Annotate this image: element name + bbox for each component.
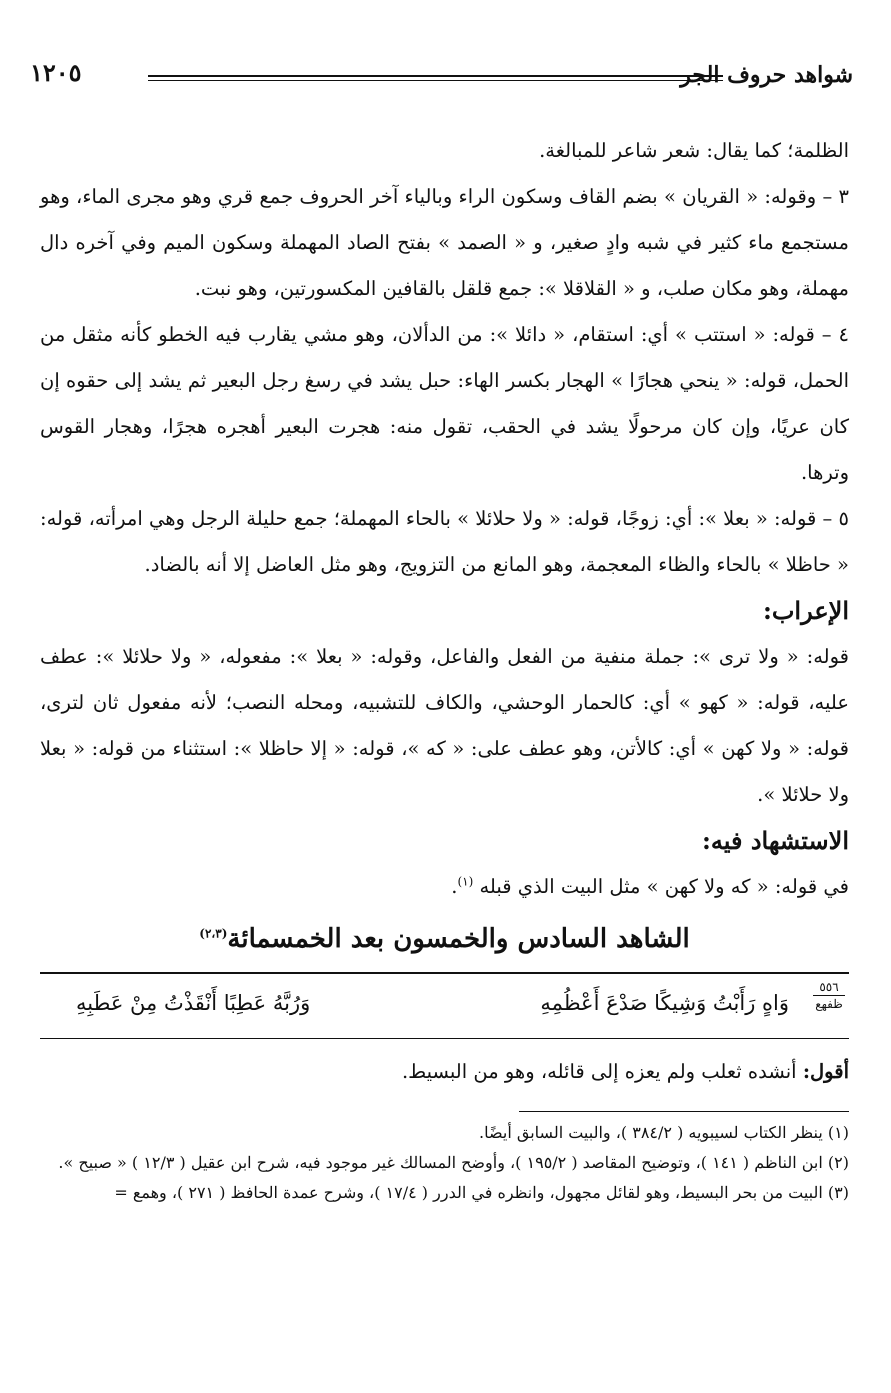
header-rule [148, 75, 723, 81]
verse-number [809, 980, 849, 1011]
header-title: شواهد حروف الجر [680, 62, 853, 88]
irab-text: قوله: « ولا ترى »: جملة منفية من الفعل والفاعل، وقوله: « بعلا »: مفعوله، « ولا حلائلا »: عطف عليه، قوله: « كهو » أي: كالحمار الوحشي، والكاف للتشبيه، ومحله النصب؛ لأنه مفعول ثان لترى، قوله: « ولا كهن » أي: كالأتن، وهو عطف على: « كه »، قوله: « إلا حاظلا »: استثناء من قوله: « بعلا ولا حلائلا ». [40, 645, 849, 806]
aqul-text: أنشده ثعلب ولم يعزه إلى قائله، وهو من البسيط. [401, 1060, 803, 1083]
footnote-ref-1: (١) [457, 874, 474, 889]
page-number: ١٢٠٥ [30, 58, 82, 87]
verse-number-rule [813, 995, 845, 996]
paragraph-1: الظلمة؛ كما يقال: شعر شاعر للمبالغة. [539, 139, 849, 162]
istishhad-end: . [451, 875, 458, 898]
footnote-ref-2-3: (٢،٣) [199, 926, 228, 941]
footnote-1: (١) ينظر الكتاب لسيبويه ( ٣٨٤/٢ )، والبيت السابق أيضًا. [479, 1123, 849, 1142]
main-text [40, 128, 849, 1208]
istishhad-heading: الاستشهاد فيه: [702, 826, 849, 855]
paragraph-2: ٣ – وقوله: « القريان » بضم القاف وسكون الراء وبالياء آخر الحروف جمع قري وهو مجرى الماء، وهو مستجمع ماء كثير في شبه وادٍ صغير، و « الصمد » بفتح الصاد المهملة وسكون الميم وفي آخره دال مهملة، وهو مكان صلب، و « القلاقلا »: جمع قلقل بالقافين المكسورتين، وهو نبت. [40, 185, 849, 300]
footnotes [40, 1118, 849, 1208]
istishhad-text: في قوله: « كه ولا كهن » مثل البيت الذي قبله [479, 875, 849, 898]
verse-hemistich-1: وَاهٍ رَأَبْتُ وَشِيكًا صَدْعَ أَعْظُمِهِ [540, 991, 789, 1015]
verse-meter-label: ظفهع [815, 997, 843, 1011]
section-title-text: الشاهد السادس والخمسون بعد الخمسمائة [227, 924, 690, 954]
verse-box [40, 972, 849, 1039]
verse-number-value: ٥٥٦ [819, 980, 839, 994]
running-header [30, 58, 853, 98]
aqul-paragraph [40, 1049, 849, 1095]
irab-heading: الإعراب: [762, 596, 849, 625]
verse-hemistich-2: وَرُبَّهُ عَطِبًا أَنْقَذْتُ مِنْ عَطَبِهِ [76, 991, 311, 1015]
paragraph-3: ٤ – قوله: « استتب » أي: استقام، « دائلا »: من الدألان، وهو مشي يقارب فيه الخطو كأنه مثقل من الحمل، قوله: « ينحي هجارًا » الهجار بكسر الهاء: حبل يشد في رسغ رجل البعير ثم يشد إلى حقوه إن كان عريًا، وإن كان مرحولًا يشد في الحقب، تقول منه: هجرت البعير أهجره هجرًا، وهجار القوس وترها. [40, 323, 849, 484]
footnote-separator [519, 1111, 849, 1112]
paragraph-4: ٥ – قوله: « بعلا »: أي: زوجًا، قوله: « ولا حلائلا » بالحاء المهملة؛ جمع حليلة الرجل وهي امرأته، قوله: « حاظلا » بالحاء والظاء المعجمة، وهو المانع من التزويج، وهو مثل العاضل إلا أنه بالضاد. [40, 507, 849, 576]
section-title [40, 914, 849, 964]
footnote-2: (٢) ابن الناظم ( ١٤١ )، وتوضيح المقاصد ( ١٩٥/٢ )، وأوضح المسالك غير موجود فيه، شرح ابن عقيل ( ١٢/٣ ) « صبيح ». [58, 1153, 849, 1172]
istishhad-paragraph [40, 864, 849, 910]
footnote-3: (٣) البيت من بحر البسيط، وهو لقائل مجهول، وانظره في الدرر ( ١٧/٤ )، وشرح عمدة الحافظ ( ٢٧١ )، وهمع = [114, 1183, 849, 1202]
aqul-label: أقول: [802, 1060, 849, 1083]
